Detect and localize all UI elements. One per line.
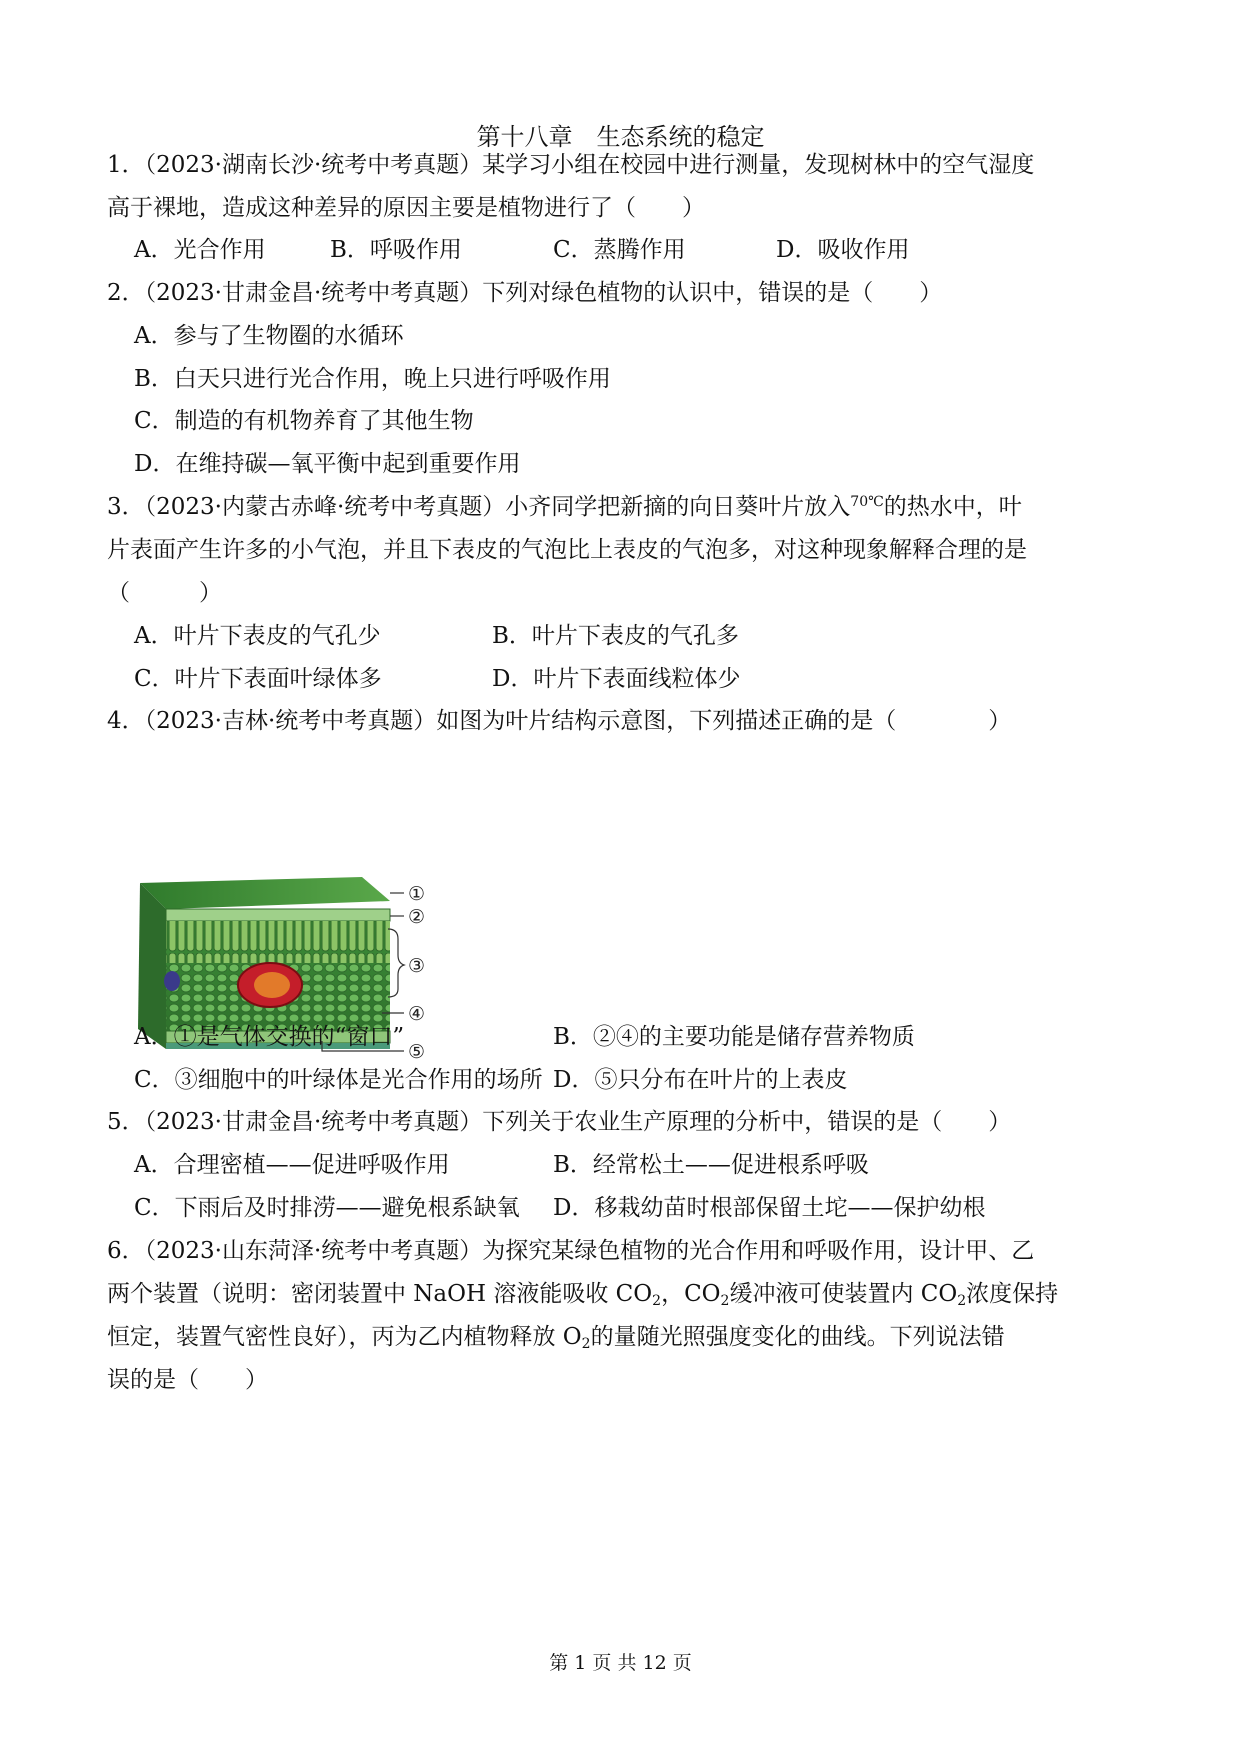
q4-option-b: B．②④的主要功能是储存营养物质 [553, 1024, 915, 1050]
q5-option-d: D．移栽幼苗时根部保留土坨——保护幼根 [553, 1195, 986, 1221]
figure-label-2: ② [408, 906, 426, 928]
q1-option-d: D．吸收作用 [776, 237, 910, 263]
figure-palisade-layer [166, 921, 390, 963]
q6-sub-1: 2 [652, 1293, 662, 1309]
figure-upper-epidermis [166, 909, 390, 921]
q1-stem-line1: 1．（2023·湖南长沙·统考中考真题）某学习小组在校园中进行测量，发现树林中的空气湿度 [107, 152, 1035, 178]
q2-option-a: A．参与了生物圈的水循环 [134, 323, 404, 349]
q3-stem-line1-end: 的热水中，叶 [883, 494, 1022, 520]
page-title: 第十八章 生态系统的稳定 [476, 123, 765, 151]
q1-option-b: B．呼吸作用 [330, 237, 462, 263]
q3-option-d: D．叶片下表面线粒体少 [492, 666, 741, 692]
q3-option-b: B．叶片下表皮的气孔多 [492, 623, 739, 649]
q2-option-d: D．在维持碳—氧平衡中起到重要作用 [134, 451, 521, 477]
q1-option-a: A．光合作用 [134, 237, 266, 263]
q5-stem: 5．（2023·甘肃金昌·统考中考真题）下列关于农业生产原理的分析中，错误的是（ ） [107, 1109, 1012, 1135]
page-footer: 第 1 页 共 12 页 [549, 1652, 692, 1674]
figure-label-5: ⑤ [408, 1041, 426, 1063]
q5-option-a: A．合理密植——促进呼吸作用 [134, 1152, 450, 1178]
q6-sub-2: 2 [720, 1293, 730, 1309]
q6-l2-part3: 缓冲液可使装置内 CO [729, 1281, 958, 1307]
q6-l2-part4: 浓度保持 [966, 1281, 1059, 1307]
q6-stem-line2 [107, 1279, 1058, 1309]
q3-option-a: A．叶片下表皮的气孔少 [134, 623, 381, 649]
q2-option-b: B．白天只进行光合作用，晚上只进行呼吸作用 [134, 366, 611, 392]
q3-stem-line1-start: 3．（2023·内蒙古赤峰·统考中考真题）小齐同学把新摘的向日葵叶片放入 [107, 494, 851, 520]
q5-option-b: B．经常松土——促进根系呼吸 [553, 1152, 869, 1178]
q6-l3-part1: 恒定，装置气密性良好），丙为乙内植物释放 O [107, 1324, 582, 1350]
q1-option-c: C．蒸腾作用 [553, 237, 686, 263]
q3-stem-line1 [107, 492, 1022, 522]
q6-l2-part1: 两个装置（说明：密闭装置中 NaOH 溶液能吸收 CO [107, 1281, 653, 1307]
figure-label-1: ① [408, 883, 426, 905]
figure-top-surface [140, 877, 390, 909]
figure-label-4: ④ [408, 1003, 426, 1025]
figure-label-3: ③ [408, 955, 426, 977]
q3-temperature: 70℃ [850, 494, 884, 510]
figure-vein-core [254, 972, 290, 998]
q3-option-c: C．叶片下表面叶绿体多 [134, 666, 382, 692]
q6-l3-part2: 的量随光照强度变化的曲线。下列说法错 [590, 1324, 1005, 1350]
q4-option-d: D．⑤只分布在叶片的上表皮 [553, 1067, 848, 1093]
q6-stem-line4: 误的是（ ） [107, 1367, 268, 1393]
q6-l2-part2: ，CO [661, 1281, 721, 1307]
figure-side-vein [164, 971, 180, 991]
q4-option-c: C．③细胞中的叶绿体是光合作用的场所 [134, 1067, 543, 1093]
q6-stem-line3 [107, 1322, 1005, 1352]
q3-stem-line2: 片表面产生许多的小气泡，并且下表皮的气泡比上表皮的气泡多，对这种现象解释合理的是 [107, 537, 1027, 563]
q4-option-a: A．①是气体交换的“窗口” [134, 1024, 405, 1050]
q2-option-c: C．制造的有机物养育了其他生物 [134, 408, 474, 434]
q3-stem-line3: （ ） [107, 580, 222, 606]
q6-sub-4: 2 [581, 1336, 591, 1352]
q5-option-c: C．下雨后及时排涝——避免根系缺氧 [134, 1195, 520, 1221]
q6-stem-line1: 6．（2023·山东菏泽·统考中考真题）为探究某绿色植物的光合作用和呼吸作用，设计甲、乙 [107, 1238, 1035, 1264]
q6-sub-3: 2 [957, 1293, 967, 1309]
q1-stem-line2: 高于裸地，造成这种差异的原因主要是植物进行了（ ） [107, 195, 705, 221]
q4-stem: 4．（2023·吉林·统考中考真题）如图为叶片结构示意图，下列描述正确的是（ ） [107, 708, 1012, 734]
q2-stem: 2．（2023·甘肃金昌·统考中考真题）下列对绿色植物的认识中，错误的是（ ） [107, 280, 943, 306]
